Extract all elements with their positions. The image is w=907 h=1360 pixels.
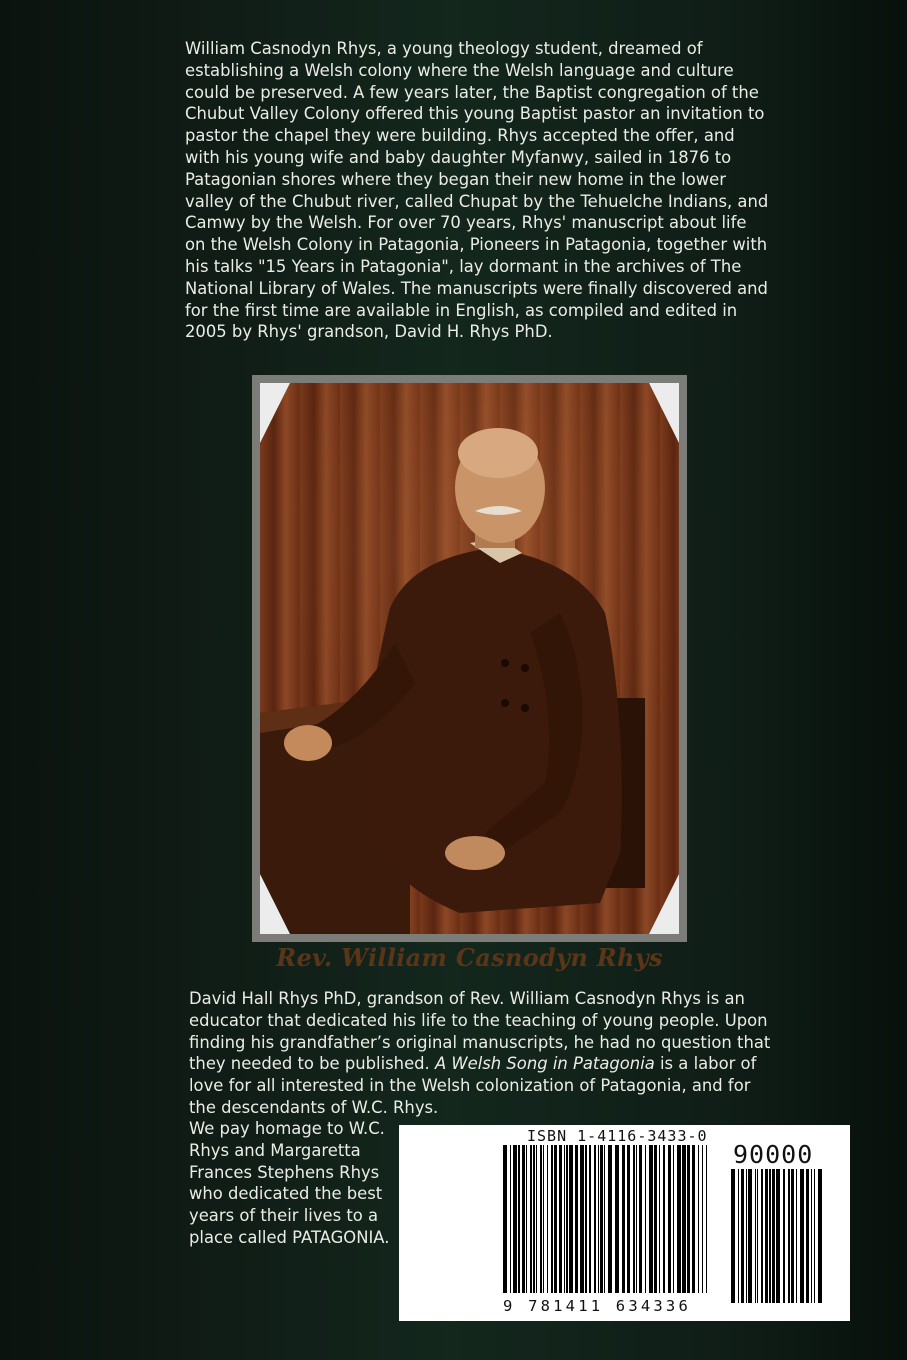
intro-paragraph: William Casnodyn Rhys, a young theology student, dreamed of establishing a Welsh colony where the Welsh language and culture could be preserved. A few years later, the Baptist congregation of the Chubut Valley Colony offered this young Baptist pastor an invitation to pastor the chapel they were building. Rhys accepted the offer, and with his young wife and baby daughter Myfanwy, sailed in 1876 to Patagonian shores where they began their new home in the lower valley of the Chubut river, called Chupat by the Tehuelche Indians, and Camwy by the Welsh. For over 70 years, Rhys' manuscript about life on the Welsh Colony in Patagonia, Pioneers in Patagonia, together with his talks "15 Years in Patagonia", lay dormant in the archives of The National Library of Wales. The manuscripts were finally discovered and for the first time are available in English, as compiled and edited in 2005 by Rhys' grandson, David H. Rhys PhD. xyxy=(185,39,769,342)
book-title: A Welsh Song in Patagonia xyxy=(434,1054,655,1074)
bio-text-part1: David Hall Rhys PhD, grandson of Rev. William Casnodyn Rhys is an educator that dedicated his life to the teaching of young people. Upon finding his grandfather’s original manuscripts, he had no question that they needed to be published. xyxy=(189,989,771,1074)
author-bio xyxy=(189,988,774,1119)
photo-corner-bottom-right xyxy=(649,874,679,934)
portrait-frame xyxy=(252,375,687,942)
homage-paragraph: We pay homage to W.C. Rhys and Margaretta Frances Stephens Rhys who dedicated the best years of their lives to a place called PATAGONIA. xyxy=(189,1119,390,1247)
portrait-caption: Rev. William Casnodyn Rhys xyxy=(276,943,663,972)
bio-text-part2: is a labor of love for all interested in the Welsh colonization of Patagonia, and for the descendants of W.C. Rhys. xyxy=(189,1054,757,1117)
price-code: 90000 xyxy=(733,1140,814,1169)
photo-corner-top-left xyxy=(260,383,290,443)
ean-digits: 9 781411 634336 xyxy=(503,1297,691,1315)
portrait-illustration xyxy=(260,383,679,934)
photo-corner-bottom-left xyxy=(260,874,290,934)
isbn-label: ISBN 1-4116-3433-0 xyxy=(527,1127,708,1145)
portrait-photo xyxy=(260,383,679,934)
photo-corner-top-right xyxy=(649,383,679,443)
isbn-barcode xyxy=(399,1125,850,1321)
